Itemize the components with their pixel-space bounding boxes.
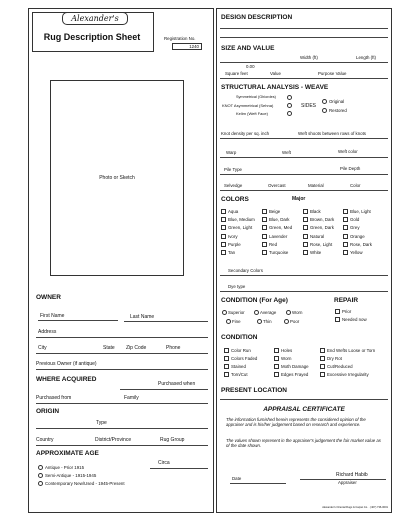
color-option-label: Ivory: [228, 233, 238, 239]
condition-checkbox[interactable]: [224, 372, 229, 377]
condition-checkbox[interactable]: [320, 364, 325, 369]
circa-field[interactable]: [150, 468, 208, 469]
weft-label: Weft: [282, 150, 291, 155]
district-label: District/Province: [95, 437, 132, 443]
condition-option-label: Dry Rot: [327, 356, 342, 361]
color-option-label: Green, Dark: [310, 225, 334, 231]
condition-worn-radio[interactable]: [286, 310, 291, 315]
last-name-field[interactable]: [124, 321, 208, 322]
condition-poor-label: Poor: [290, 319, 300, 324]
age-antique-radio[interactable]: [38, 465, 43, 470]
color-checkbox[interactable]: [262, 234, 267, 239]
knot-density-field[interactable]: [220, 138, 388, 139]
purchased-from-field[interactable]: [36, 403, 208, 404]
kelim-radio[interactable]: [287, 111, 292, 116]
condition-option-label: Cut/Reduced: [327, 364, 353, 369]
color-checkbox[interactable]: [221, 209, 226, 214]
design-line-1[interactable]: [220, 28, 388, 29]
age-contemporary-label: Contemporary New/Used - 1945-Present: [45, 481, 125, 486]
condition-option-label: Moth Damage: [281, 364, 309, 369]
address-field[interactable]: [36, 337, 208, 338]
address-label: Address: [38, 329, 57, 335]
condition-fine-label: Fine: [232, 319, 241, 324]
color-checkbox[interactable]: [343, 209, 348, 214]
weft-shoots-label: Weft shoots between rows of knots: [298, 131, 367, 136]
condition-checkbox[interactable]: [274, 364, 279, 369]
condition-checkbox[interactable]: [320, 372, 325, 377]
knot-density-label: Knot density per sq. inch: [221, 131, 270, 136]
present-location-field[interactable]: [220, 399, 388, 400]
condition-superior-radio[interactable]: [222, 310, 227, 315]
color-option-label: Turquoise: [269, 250, 289, 255]
condition-checkbox[interactable]: [320, 356, 325, 361]
condition-heading: CONDITION: [221, 334, 258, 341]
sides-restored-radio[interactable]: [322, 108, 327, 113]
color-checkbox[interactable]: [303, 217, 308, 222]
square-feet-label: Square feet: [225, 71, 248, 76]
city-state-zip-field[interactable]: [36, 353, 208, 354]
registration-number[interactable]: 1240: [172, 43, 202, 50]
color-option-label: Blue, Light: [350, 209, 371, 214]
repair-needed-checkbox[interactable]: [335, 317, 340, 322]
condition-checkbox[interactable]: [224, 348, 229, 353]
secondary-colors-label: Secondary Colors: [228, 268, 263, 273]
color-option-label: Rose, Dark: [350, 241, 372, 247]
color-checkbox[interactable]: [221, 217, 226, 222]
registration-label: Registration No.: [164, 36, 196, 41]
date-field[interactable]: [230, 483, 286, 484]
color-option-label: Blue, Dark: [269, 217, 290, 223]
color-checkbox[interactable]: [303, 250, 308, 255]
square-feet-value: 0.00: [246, 64, 255, 69]
color-option-label: Gold: [350, 217, 360, 223]
first-name-field[interactable]: [38, 320, 118, 321]
colors-heading: COLORS: [221, 196, 249, 203]
present-location-heading: PRESENT LOCATION: [221, 387, 287, 394]
color-option-label: Rose, Light: [310, 241, 333, 247]
color-checkbox[interactable]: [343, 225, 348, 230]
age-contemporary-radio[interactable]: [38, 481, 43, 486]
repair-heading: REPAIR: [334, 297, 359, 304]
color-checkbox[interactable]: [343, 242, 348, 247]
condition-option-label: Holes: [281, 348, 293, 353]
color-option-label: Tan: [228, 250, 236, 255]
color-checkbox[interactable]: [262, 209, 267, 214]
condition-option-label: Excessive Irregularity: [327, 372, 369, 377]
warp-label: Warp: [226, 150, 237, 155]
certificate-paragraph-2: The values shown represent in the appraiser's judgement the fair market value as of the date shown.: [226, 438, 381, 449]
age-antique-label: Antique - Prior 1915: [45, 465, 85, 470]
value-field[interactable]: [220, 78, 388, 79]
pile-depth-label: Pile Depth: [340, 166, 361, 171]
color-checkbox[interactable]: [343, 234, 348, 239]
color-option-label: Lavender: [269, 233, 288, 239]
color-checkbox[interactable]: [343, 217, 348, 222]
family-label: Family: [124, 395, 139, 401]
purchased-from-label: Purchased from: [36, 395, 72, 401]
symmetrical-label: Symmetrical (Ghiordes): [236, 95, 276, 99]
color-option-label: Purple: [228, 241, 241, 247]
color-option-label: White: [310, 250, 322, 255]
country-field[interactable]: [36, 445, 208, 446]
color-checkbox[interactable]: [303, 234, 308, 239]
repair-prior-label: Prior: [342, 309, 352, 314]
condition-average-label: Average: [260, 310, 277, 315]
color-checkbox[interactable]: [343, 250, 348, 255]
purpose-value-label: Purpose Value: [318, 71, 347, 76]
phone-label: Phone: [166, 345, 181, 351]
purchased-when-field[interactable]: [120, 389, 208, 390]
color-option-label: Aqua: [228, 209, 239, 214]
selvedge-field[interactable]: [220, 190, 388, 191]
knot-asymmetrical-label: KNOT Asymmetrical (Sehna): [222, 103, 274, 108]
colors-major-label: Major: [292, 196, 306, 202]
condition-fine-radio[interactable]: [226, 319, 231, 324]
rug-group-label: Rug Group: [160, 437, 185, 443]
kelim-label: Kelim (Weft Face): [236, 111, 268, 116]
photo-label: Photo or Sketch: [99, 175, 135, 181]
circa-label: Circa: [158, 460, 170, 466]
condition-option-label: End Wefts Loose or Torn: [327, 348, 376, 353]
color-option-label: Orange: [350, 233, 365, 239]
age-semi-antique-label: Semi-Antique - 1915-1945: [45, 473, 97, 478]
condition-option-label: Worn: [281, 356, 292, 361]
condition-option-label: Torn/Cut: [231, 372, 248, 377]
zip-label: Zip Code: [126, 345, 147, 351]
secondary-colors-field[interactable]: [220, 275, 388, 276]
material-label: Material: [308, 183, 324, 188]
color-checkbox[interactable]: [221, 242, 226, 247]
sides-label: SIDES: [301, 103, 317, 109]
condition-thin-radio[interactable]: [257, 319, 262, 324]
previous-owner-field[interactable]: [36, 369, 208, 370]
pile-field[interactable]: [220, 174, 388, 175]
first-name-label: First Name: [40, 313, 65, 319]
certificate-paragraph-1: The information furnished herein represents the considered opinion of the appraiser and is his/her judgement based on research and experience.: [226, 417, 366, 428]
color-checkbox[interactable]: [221, 225, 226, 230]
color-checkbox[interactable]: [262, 225, 267, 230]
certificate-heading: APPRAISAL CERTIFICATE: [263, 406, 345, 413]
color-option-label: Yellow: [350, 250, 363, 255]
footer-text: Alexander's Oriental Rugs & Carpet Co. · (407) 736-0001: [322, 506, 388, 509]
repair-needed-label: Needed now: [342, 317, 367, 322]
condition-option-label: Stained: [231, 364, 246, 369]
color-checkbox[interactable]: [303, 242, 308, 247]
color-option-label: Black: [310, 209, 321, 214]
previous-owner-label: Previous Owner (if antique): [36, 361, 97, 367]
sheet-title: Rug Description Sheet: [43, 32, 141, 42]
purchased-when-label: Purchased when: [158, 381, 196, 387]
sides-original-label: Original: [329, 99, 345, 104]
logo: Alexander's: [62, 12, 128, 25]
condition-average-radio[interactable]: [254, 310, 259, 315]
condition-option-label: Color Run: [231, 348, 251, 353]
country-label: Country: [36, 437, 54, 443]
structural-heading: STRUCTURAL ANALYSIS - WEAVE: [221, 84, 329, 91]
weft-color-label: Weft color: [338, 149, 358, 154]
condition-checkbox[interactable]: [224, 364, 229, 369]
condition-superior-label: Superior: [228, 310, 245, 315]
condition-age-heading: CONDITION (For Age): [221, 297, 288, 304]
length-label: Length (ft): [356, 55, 377, 60]
condition-worn-label: Worn: [292, 310, 303, 315]
color-checkbox[interactable]: [262, 242, 267, 247]
condition-checkbox[interactable]: [320, 348, 325, 353]
design-description-heading: DESIGN DESCRIPTION: [221, 14, 293, 21]
size-value-heading: SIZE AND VALUE: [221, 45, 275, 52]
color-option-label: Green, Med: [269, 225, 293, 231]
color-checkbox[interactable]: [303, 225, 308, 230]
color-checkbox[interactable]: [221, 234, 226, 239]
approximate-age-heading: APPROXIMATE AGE: [36, 450, 99, 457]
color-option-label: Brown, Dark: [310, 217, 335, 223]
warp-weft-field[interactable]: [220, 157, 388, 158]
origin-heading: ORIGIN: [36, 408, 60, 415]
color-checkbox[interactable]: [262, 250, 267, 255]
dye-type-field[interactable]: [220, 291, 388, 292]
color-option-label: Blue, Medium: [228, 217, 255, 223]
color-option-label: Grey: [350, 225, 360, 231]
color-option-label: Green, Light: [228, 225, 253, 231]
city-label: City: [38, 345, 47, 351]
dye-type-label: Dye type: [228, 284, 246, 289]
color-option-label: Natural: [310, 233, 325, 239]
asymmetrical-radio[interactable]: [287, 103, 292, 108]
appraiser-name: Richard Habib: [336, 472, 368, 478]
condition-checkbox[interactable]: [274, 348, 279, 353]
last-name-label: Last Name: [130, 314, 155, 320]
condition-checkbox[interactable]: [274, 372, 279, 377]
overcast-label: Overcast: [268, 183, 286, 188]
selvedge-label: Selvedge: [224, 183, 243, 188]
width-length-field[interactable]: [220, 62, 388, 63]
repair-prior-checkbox[interactable]: [335, 309, 340, 314]
color-label: Color: [350, 183, 361, 188]
sides-restored-label: Restored: [329, 108, 347, 113]
appraiser-label: Appraiser: [338, 480, 357, 485]
date-label: Date: [232, 476, 242, 481]
color-checkbox[interactable]: [262, 217, 267, 222]
condition-poor-radio[interactable]: [284, 319, 289, 324]
state-label: State: [103, 345, 115, 351]
color-checkbox[interactable]: [221, 250, 226, 255]
width-label: Width (ft): [300, 55, 318, 60]
owner-heading: OWNER: [36, 294, 61, 301]
color-option-label: Red: [269, 241, 278, 247]
age-semi-antique-radio[interactable]: [38, 473, 43, 478]
pile-type-label: Pile Type: [224, 167, 242, 172]
condition-checkbox[interactable]: [274, 356, 279, 361]
color-checkbox[interactable]: [303, 209, 308, 214]
where-acquired-heading: WHERE ACQUIRED: [36, 376, 97, 383]
condition-thin-label: Thin: [263, 319, 272, 324]
condition-checkbox[interactable]: [224, 356, 229, 361]
symmetrical-radio[interactable]: [287, 95, 292, 100]
condition-option-label: Colors Faded: [231, 356, 258, 361]
design-line-2[interactable]: [220, 37, 388, 38]
value-label: Value: [270, 71, 281, 76]
condition-option-label: Edges Frayed: [281, 372, 309, 377]
sides-original-radio[interactable]: [322, 99, 327, 104]
type-field[interactable]: [36, 428, 208, 429]
color-option-label: Beige: [269, 209, 281, 214]
type-label: Type: [96, 420, 107, 426]
